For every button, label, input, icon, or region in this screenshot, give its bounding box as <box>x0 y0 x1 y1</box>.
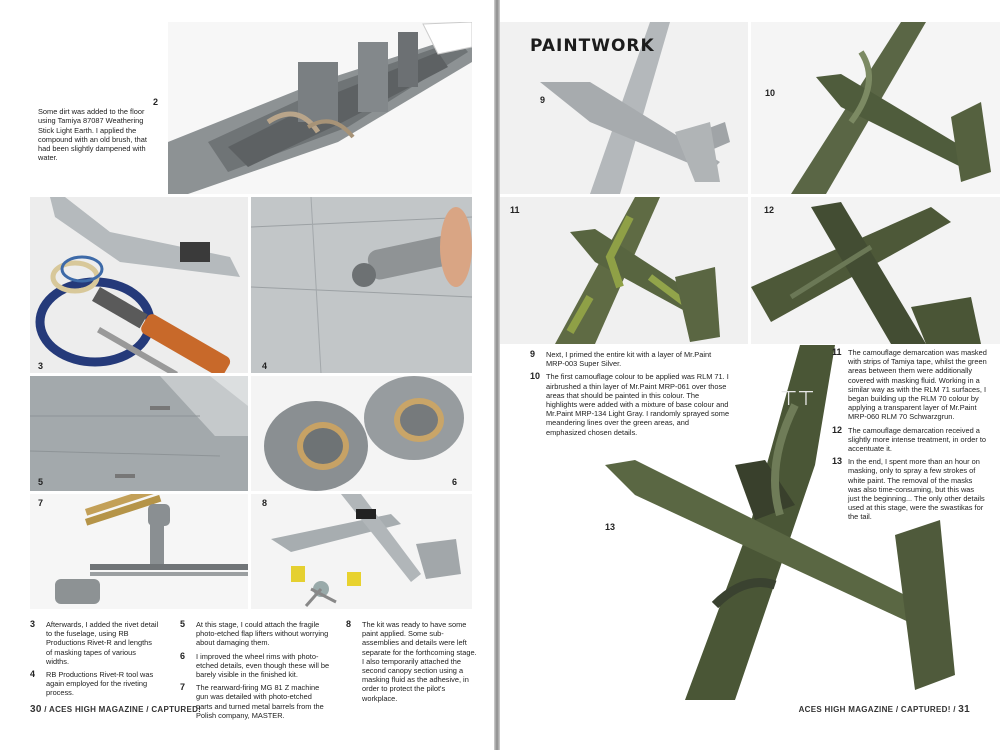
photo-2-cockpit-interior <box>168 22 472 194</box>
caption-11-text: The camouflage demarcation was masked with strips of Tamiya tape, whilst the green areas between them were additionally covered with masking fluid. Working in a similar way as with the RLM 71 surfaces, I began building up the RLM 70 colour by applying a transparent layer of Mr.Paint MRP-060 RLM 70 Schwarzgrun. <box>848 348 987 422</box>
caption-2-number: 2 <box>152 97 158 107</box>
right-footer: ACES HIGH MAGAZINE / CAPTURED! / 31 <box>798 704 970 715</box>
captions-column-2 <box>180 620 330 724</box>
photo-9-number: 9 <box>540 95 546 105</box>
caption-10 <box>530 372 730 436</box>
left-footer-text: ACES HIGH MAGAZINE / CAPTURED! <box>49 705 202 714</box>
caption-9 <box>530 350 730 368</box>
photo-6-number: 6 <box>452 477 458 487</box>
caption-11-number: 11 <box>832 347 842 357</box>
section-title: PAINTWORK <box>530 36 655 56</box>
caption-5-text: At this stage, I could attach the fragile photo-etched flap lifters without worrying about damaging them. <box>196 620 329 648</box>
captions-column-1 <box>30 620 160 702</box>
caption-13-text: In the end, I spent more than an hour on masking, only to spray a few strokes of white paint. The removal of the masks was also time-consuming, but this was just the beginning... The only other details used at this stage, were the swastikas for the tail. <box>848 457 985 522</box>
caption-photo-2 <box>38 98 158 162</box>
caption-11 <box>832 348 987 422</box>
caption-5 <box>180 620 330 648</box>
caption-8-text: The kit was ready to have some paint applied. Some sub-assemblies and details were left separate for the forthcoming stage. I also temporarily attached the second canopy section using a masking fluid as the adhesive, in order to protect the pilot's workplace. <box>362 620 477 703</box>
right-captions-column-1 <box>530 350 730 441</box>
caption-12-text: The camouflage demarcation received a slightly more intense treatment, in order to accentuate it. <box>848 425 987 454</box>
left-page-number: 30 <box>30 704 42 715</box>
photo-8-subassemblies <box>251 494 472 609</box>
caption-2-text: Some dirt was added to the floor using Tamiya 87087 Weathering Stick Light Earth. I applied the compound with an old brush, that had been slightly dampened with water. <box>38 107 147 163</box>
right-page <box>500 0 1000 750</box>
photo-10-first-camouflage <box>751 22 1000 194</box>
caption-4-text: RB Productions Rivet-R tool was again employed for the riveting process. <box>46 670 154 698</box>
photo-13-number: 13 <box>605 522 616 532</box>
caption-10-text: The first camouflage colour to be applied was RLM 71. I airbrushed a thin layer of Mr.Paint MRP-061 over those areas that should be painted in this colour. The highlights were added with a mixture of base colour and Mr.Paint MRP-134 Light Gray. I randomly sprayed some meandering lines over the green areas, and emphasized chosen details. <box>546 372 730 437</box>
photo-7-machine-gun <box>30 494 248 609</box>
photo-8-number: 8 <box>262 498 268 508</box>
left-page <box>0 0 494 750</box>
caption-7 <box>180 683 330 720</box>
caption-12 <box>832 426 987 454</box>
caption-10-number: 10 <box>530 371 541 382</box>
photo-12-demarcation <box>751 197 1000 344</box>
caption-8 <box>346 620 478 703</box>
caption-3 <box>30 620 160 666</box>
caption-7-number: 7 <box>180 682 186 693</box>
photo-12-number: 12 <box>764 205 775 215</box>
caption-4 <box>30 670 160 698</box>
photo-5-number: 5 <box>38 477 44 487</box>
caption-13 <box>832 457 987 521</box>
photo-3-tools <box>30 197 248 373</box>
photo-4-number: 4 <box>262 361 268 371</box>
caption-4-number: 4 <box>30 669 36 680</box>
captions-column-3 <box>346 620 478 707</box>
left-footer: 30 / ACES HIGH MAGAZINE / CAPTURED! <box>30 704 202 715</box>
caption-12-number: 12 <box>832 424 843 435</box>
photo-7-number: 7 <box>38 498 44 508</box>
caption-7-text: The rearward-firing MG 81 Z machine gun was detailed with photo-etched parts and turned metal barrels from the Polish company, MASTER. <box>196 683 324 720</box>
caption-6 <box>180 652 330 680</box>
caption-9-text: Next, I primed the entire kit with a layer of Mr.Paint MRP-003 Super Silver. <box>546 350 712 369</box>
caption-3-text: Afterwards, I added the rivet detail to the fuselage, using RB Productions Rivet-R and lengths of masking tapes of various widths. <box>46 620 159 666</box>
photo-4-rivet-tool <box>251 197 472 373</box>
photo-6-wheels <box>251 376 472 491</box>
caption-3-number: 3 <box>30 619 36 629</box>
photo-3-number: 3 <box>38 361 44 371</box>
svg-text:⊤⊤: ⊤⊤ <box>780 386 815 410</box>
right-footer-text: ACES HIGH MAGAZINE / CAPTURED! <box>798 705 951 714</box>
watermark: MODEL <box>501 672 639 710</box>
photo-11-number: 11 <box>510 205 520 215</box>
right-captions-column-2 <box>832 348 987 526</box>
caption-6-text: I improved the wheel rims with photo-etched details, even though these will be barely visible in the finished kit. <box>196 651 330 680</box>
caption-8-number: 8 <box>346 619 352 629</box>
photo-10-number: 10 <box>765 88 776 98</box>
caption-5-number: 5 <box>180 619 186 629</box>
caption-6-number: 6 <box>180 650 186 661</box>
caption-9-number: 9 <box>530 349 536 359</box>
photo-11-masking <box>500 197 748 344</box>
caption-13-number: 13 <box>832 456 843 467</box>
right-page-number: 31 <box>958 704 970 715</box>
photo-5-flap-lifters <box>30 376 248 491</box>
